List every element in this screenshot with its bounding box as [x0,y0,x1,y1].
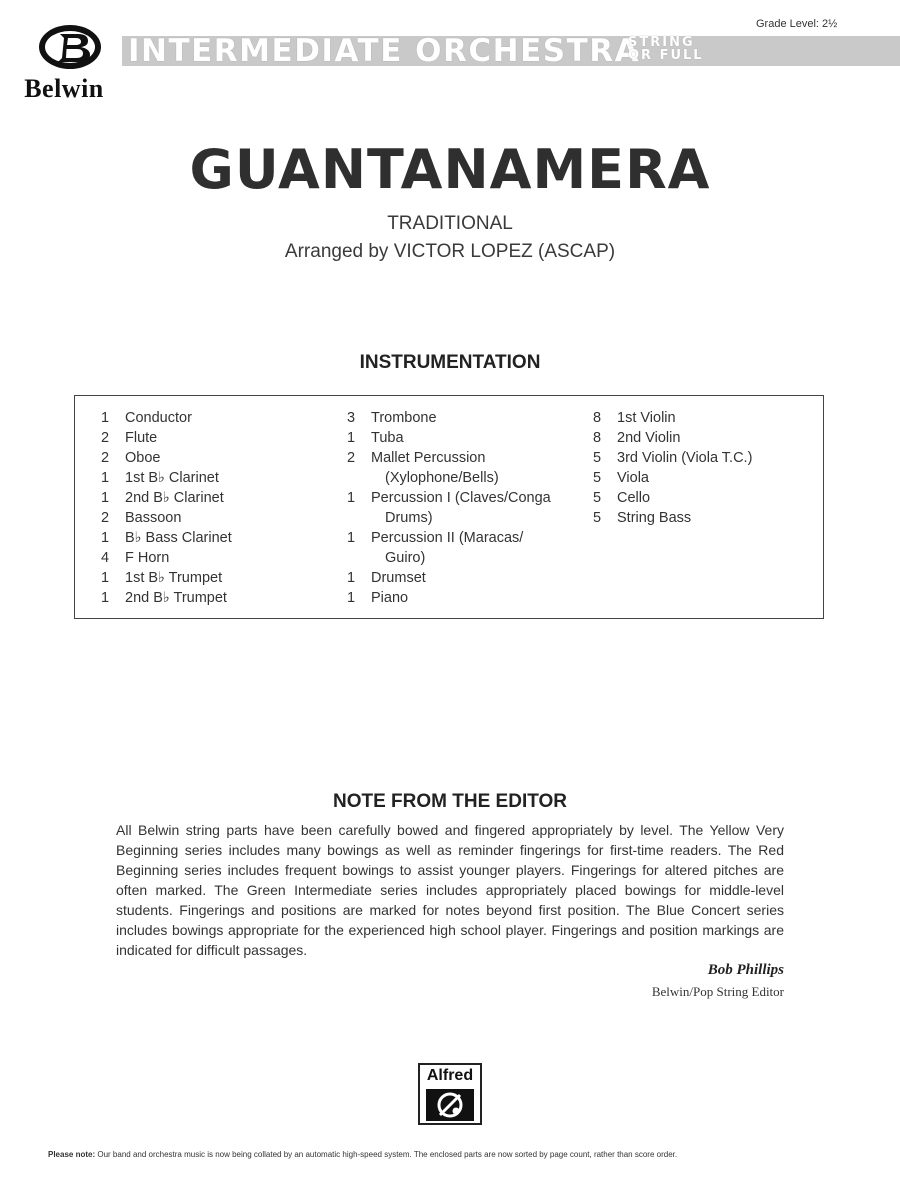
instrument-name: B♭ Bass Clarinet [125,530,232,546]
instrument-row [593,468,813,488]
instrument-name: Flute [125,430,158,446]
instrument-qty: 4 [101,550,110,566]
instrument-name: Piano [371,590,409,606]
instrument-name: Trombone [371,410,437,426]
instrument-name: Percussion II (Maracas/ [371,530,524,546]
instrument-row [593,428,813,448]
instrument-name: Percussion I (Claves/Conga [371,490,551,506]
instrument-qty: 2 [101,510,110,526]
instrument-name: Mallet Percussion [371,450,486,466]
instrumentation-box [74,395,824,619]
instrument-qty: 5 [593,450,602,466]
instrument-qty: 3 [347,410,356,426]
publisher-name: Belwin [24,74,104,103]
instrument-row [347,408,577,428]
instrument-name: Drums) [385,510,433,526]
alfred-logo-text: Alfred [426,1067,474,1084]
instrument-row [101,468,301,488]
instrument-name: 1st Violin [617,410,676,426]
instrument-row [593,448,813,468]
instrument-row [101,548,301,568]
instrument-qty [347,508,371,528]
instrument-row [101,568,301,588]
footer-note [48,1150,858,1159]
instrument-name: String Bass [617,510,692,526]
instrument-row [347,428,577,448]
instrument-name: Cello [617,490,651,506]
instrument-row [593,508,813,528]
instrument-qty: 5 [593,470,602,486]
instrument-name: 2nd B♭ Clarinet [125,490,224,506]
instrument-qty: 1 [347,570,356,586]
instrument-name: Oboe [125,450,161,466]
instrument-row [101,428,301,448]
instrumentation-column-3 [593,408,813,528]
grade-level: Grade Level: 2½ [756,18,838,30]
instrument-qty: 1 [101,490,110,506]
instrument-row [347,468,577,488]
instrument-name: Conductor [125,410,192,426]
instrument-row [593,408,813,428]
composer-credit: TRADITIONAL [387,213,513,234]
note-heading: NOTE FROM THE EDITOR [333,791,567,812]
instrument-name: 2nd Violin [617,430,681,446]
instrument-row [347,568,577,588]
instrument-name: Drumset [371,570,426,586]
instrument-name: 1st B♭ Clarinet [125,470,219,486]
instrument-qty: 1 [347,430,356,446]
instrument-name: Viola [617,470,649,486]
instrumentation-column-1 [101,408,301,608]
instrument-qty: 2 [101,450,110,466]
editor-signature: Bob Phillips [707,962,784,978]
instrument-row [347,528,577,548]
series-subtitle [628,36,704,62]
instrument-qty [347,468,371,488]
instrument-name: Bassoon [125,510,182,526]
instrument-qty: 5 [593,490,602,506]
instrument-qty: 1 [347,490,356,506]
instrument-row [101,528,301,548]
instrument-qty: 1 [101,470,110,486]
instrument-row [347,448,577,468]
instrument-row [101,588,301,608]
editor-title: Belwin/Pop String Editor [651,984,784,999]
arranger-credit: Arranged by VICTOR LOPEZ (ASCAP) [284,241,616,262]
instrument-name: Tuba [371,430,404,446]
instrument-qty: 1 [347,590,356,606]
series-title: INTERMEDIATE ORCHESTRA [128,33,641,69]
instrument-row [101,448,301,468]
instrument-qty: 8 [593,410,602,426]
instrument-name: (Xylophone/Bells) [385,470,499,486]
series-subtitle-line-1: STRING [628,35,695,50]
instrument-row [101,488,301,508]
instrument-qty: 2 [347,450,356,466]
instrument-row [347,548,577,568]
instrument-qty: 1 [101,530,110,546]
instrument-row [347,508,577,528]
instrument-name: 1st B♭ Trumpet [125,570,223,586]
footer-text: Our band and orchestra music is now being collated by an automatic high-speed system. The enclosed parts are now sorted by page count, rather than score order. [95,1150,678,1159]
instrument-row [593,488,813,508]
instrument-qty: 8 [593,430,602,446]
instrument-qty: 1 [101,410,110,426]
instrumentation-heading: INSTRUMENTATION [359,352,541,373]
instrument-row [347,588,577,608]
footer-label: Please note: [48,1150,96,1159]
note-body: All Belwin string parts have been carefully bowed and fingered appropriately by level. The Yellow Very Beginning series includes many bowings as well as reminder fingerings for first-time readers. The Red Beginning series includes frequent bowings to assist younger players. Fingerings for altered pitches are often marked. The Green Intermediate series includes appropriately placed bowings for middle-level students. Fingerings and positions are marked for notes beyond first position. The Blue Concert series includes bowings appropriate for the experienced high school player. Fingerings and position markings are indicated for difficult passages. [116,822,784,958]
instrument-name: Guiro) [385,550,426,566]
instrument-qty: 5 [593,510,602,526]
instrument-name: F Horn [125,550,170,566]
instrumentation-column-2 [347,408,577,608]
instrument-row [101,508,301,528]
series-subtitle-line-2: OR FULL [628,48,704,63]
belwin-logo [8,22,120,102]
piece-title: GUANTANAMERA [189,138,711,201]
instrument-qty: 1 [101,590,110,606]
belwin-b-icon [38,22,102,72]
instrument-row [101,408,301,428]
instrument-name: 3rd Violin (Viola T.C.) [617,450,753,466]
instrument-row [347,488,577,508]
alfred-logo [418,1063,482,1125]
instrument-qty: 1 [101,570,110,586]
instrument-qty [347,548,371,568]
instrument-name: 2nd B♭ Trumpet [125,590,227,606]
instrument-qty: 2 [101,430,110,446]
instrument-qty: 1 [347,530,356,546]
alfred-music-icon [426,1089,474,1121]
